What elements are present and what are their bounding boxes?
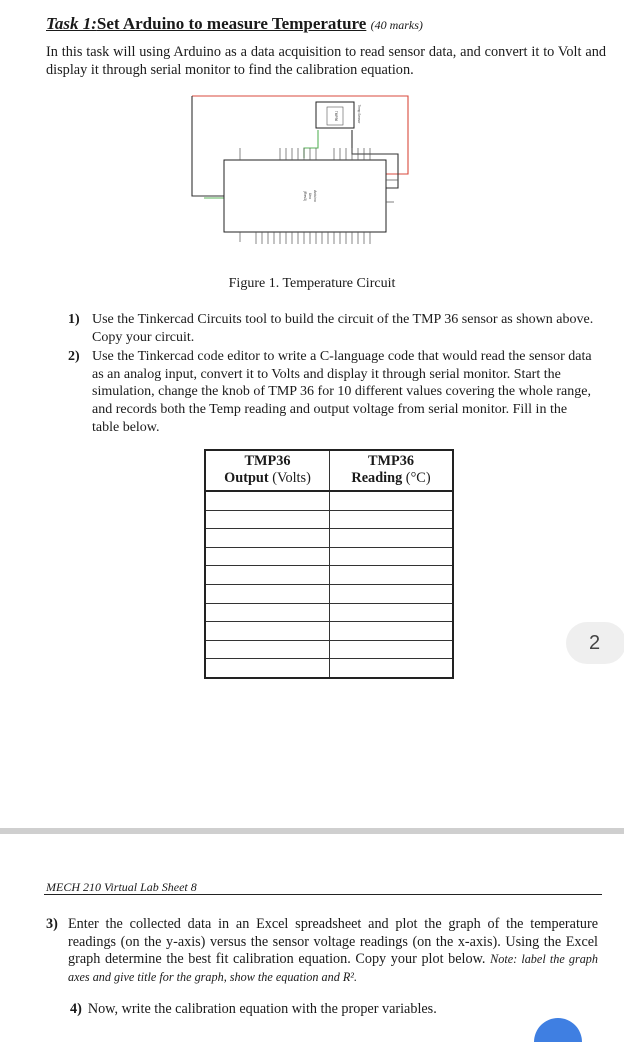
step-number: 4)	[70, 1001, 82, 1017]
data-table	[204, 449, 454, 679]
step-number: 1)	[68, 312, 80, 327]
task-heading	[46, 14, 423, 34]
sensor-part-label: TMP36	[334, 110, 338, 122]
table-header-row	[205, 450, 453, 491]
step-number: 3)	[46, 916, 58, 932]
table-row	[205, 603, 453, 622]
temp-reading-cell[interactable]	[330, 640, 454, 659]
temperature-circuit-figure	[186, 92, 416, 248]
table-row	[205, 491, 453, 510]
temp-reading-cell[interactable]	[330, 566, 454, 585]
temp-sensor	[316, 102, 361, 128]
step-text: Use the Tinkercad code editor to write a C-language code that would read the sensor data as an analog input, convert it to Volts and display it through serial monitor. Start the simulation, change the knob of TMP 36 for 10 different values covering the whole range, and records both the Temp reading and output voltage from serial monitor. Fill in the table below.	[92, 349, 592, 435]
task-title: Set Arduino to measure Temperature	[96, 14, 367, 33]
col2-line2-rest: (°C)	[402, 470, 431, 486]
temp-reading-cell[interactable]	[330, 529, 454, 548]
output-volts-cell[interactable]	[205, 491, 330, 510]
table-row	[205, 640, 453, 659]
step-note: Note: label the graph axes and give title for the graph, show the equation and R².	[68, 952, 598, 984]
task-label: Task 1:	[46, 14, 97, 33]
output-volts-cell[interactable]	[205, 510, 330, 529]
temp-reading-cell[interactable]	[330, 603, 454, 622]
table-row	[205, 547, 453, 566]
output-volts-cell[interactable]	[205, 640, 330, 659]
temp-reading-cell[interactable]	[330, 510, 454, 529]
output-volts-cell[interactable]	[205, 566, 330, 585]
board-label-line-1: Arduino	[313, 190, 317, 202]
temp-reading-cell[interactable]	[330, 622, 454, 641]
output-volts-cell[interactable]	[205, 547, 330, 566]
table-row	[205, 510, 453, 529]
step-number: 2)	[68, 349, 80, 365]
floating-action-button[interactable]	[534, 1018, 582, 1042]
board-label-line-2: Uno	[308, 192, 312, 200]
table-row	[205, 622, 453, 641]
col2-line2-bold: Reading	[351, 470, 403, 486]
temp-reading-cell[interactable]	[330, 584, 454, 603]
col2-line1: TMP36	[367, 453, 415, 469]
step-item-3	[46, 916, 598, 986]
board-label-line-3: (Rev3)	[303, 190, 307, 202]
arduino-board	[224, 148, 398, 244]
output-volts-cell[interactable]	[205, 659, 330, 678]
step-item	[64, 311, 594, 346]
col1-line1: TMP36	[244, 453, 291, 469]
task-steps	[64, 311, 594, 438]
step-item-4	[70, 1001, 437, 1018]
table-body	[205, 491, 453, 678]
task-marks: (40 marks)	[370, 18, 423, 32]
table-row	[205, 659, 453, 678]
step-text: Use the Tinkercad Circuits tool to build the circuit of the TMP 36 sensor as shown above. Copy your circuit.	[92, 312, 594, 345]
temp-reading-cell[interactable]	[330, 659, 454, 678]
document-page-2	[0, 834, 624, 1024]
table-row	[205, 529, 453, 548]
step-text: Now, write the calibration equation with the proper variables.	[87, 1001, 437, 1017]
table-row	[205, 584, 453, 603]
step-text: Enter the collected data in an Excel spreadsheet and plot the graph of the temperature readings (on the y-axis) versus the sensor voltage readings (on the x-axis). Using the Excel graph determine the best fit calibration equation. Copy your plot below.	[68, 916, 598, 967]
temp-reading-cell[interactable]	[330, 547, 454, 566]
sheet-header: MECH 210 Virtual Lab Sheet 8	[46, 880, 197, 894]
col1-line2-bold: Output	[224, 470, 269, 486]
table-row	[205, 566, 453, 585]
output-volts-cell[interactable]	[205, 603, 330, 622]
output-volts-cell[interactable]	[205, 584, 330, 603]
page-number-badge: 2	[566, 622, 624, 664]
figure-caption: Figure 1. Temperature Circuit	[228, 276, 396, 291]
temp-reading-cell[interactable]	[330, 491, 454, 510]
output-volts-cell[interactable]	[205, 529, 330, 548]
col-reading-celsius-header	[330, 450, 454, 491]
col-output-volts-header	[205, 450, 330, 491]
output-volts-cell[interactable]	[205, 622, 330, 641]
step-item	[64, 348, 594, 436]
col1-line2-rest: (Volts)	[268, 470, 311, 486]
sensor-label: Temp Sensor	[357, 104, 361, 124]
intro-paragraph: In this task will using Arduino as a data acquisition to read sensor data, and convert it to Volt and display it through serial monitor to find the calibration equation.	[46, 44, 606, 78]
header-rule	[44, 894, 602, 895]
